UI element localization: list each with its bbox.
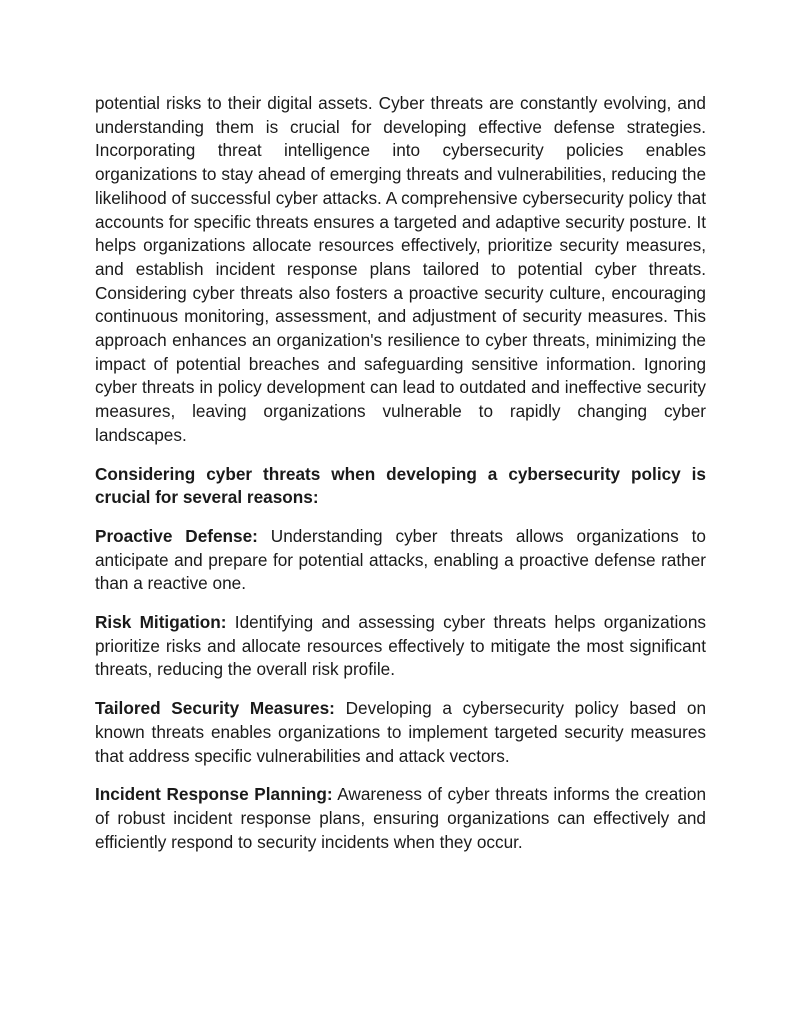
reason-text: Identifying and assessing cyber threats helps organizations prioritize risks and allocate resources effectively to mitigate the most significant threats, reducing the overall risk profile. [95,612,706,680]
reason-incident-response-planning [95,783,706,854]
reason-text: Developing a cybersecurity policy based on known threats enables organizations to implement targeted security measures that address specific vulnerabilities and attack vectors. [95,698,707,766]
intro-paragraph: potential risks to their digital assets. Cyber threats are constantly evolving, and understanding them is crucial for developing effective defense strategies. Incorporating threat intelligence into cybersecurity policies enables organizations to stay ahead of emerging threats and vulnerabilities, reducing the likelihood of successful cyber attacks. A comprehensive cybersecurity policy that accounts for specific threats ensures a targeted and adaptive security posture. It helps organizations allocate resources effectively, prioritize security measures, and establish incident response plans tailored to potential cyber threats. Considering cyber threats also fosters a proactive security culture, encouraging continuous monitoring, assessment, and adjustment of security measures. This approach enhances an organization's resilience to cyber threats, minimizing the impact of potential breaches and safeguarding sensitive information. Ignoring cyber threats in policy development can lead to outdated and ineffective security measures, leaving organizations vulnerable to rapidly changing cyber landscapes. [95,93,706,445]
reason-tailored-security-measures [95,697,706,768]
reason-risk-mitigation [95,611,706,682]
reason-term: Risk Mitigation: [95,612,227,633]
reason-text: Understanding cyber threats allows organizations to anticipate and prepare for potential attacks, enabling a proactive defense rather than a reactive one. [95,525,706,594]
document-page [95,92,706,854]
reason-term: Incident Response Planning: [95,784,333,805]
reason-term: Tailored Security Measures: [95,698,335,719]
reason-text: Awareness of cyber threats informs the creation of robust incident response plans, ensuring organizations can effectively and efficiently respond to security incidents when they occur. [95,784,707,852]
reason-term: Proactive Defense: [95,525,258,546]
section-heading: Considering cyber threats when developing a cybersecurity policy is crucial for several reasons: [95,463,706,508]
reason-proactive-defense [95,525,706,596]
